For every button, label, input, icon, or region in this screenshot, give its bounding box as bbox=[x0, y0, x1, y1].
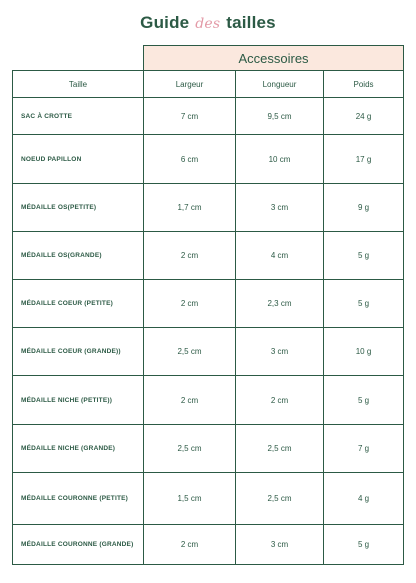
cell-name: MÉDAILLE COURONNE (GRANDE) bbox=[13, 525, 144, 565]
cell-largeur: 6 cm bbox=[144, 135, 236, 184]
cell-name: MÉDAILLE NICHE (PETITE)) bbox=[13, 376, 144, 425]
cell-poids: 17 g bbox=[324, 135, 404, 184]
column-header-largeur: Largeur bbox=[144, 71, 236, 98]
cell-longueur: 2 cm bbox=[236, 376, 324, 425]
table-row bbox=[13, 232, 404, 280]
cell-largeur: 2 cm bbox=[144, 376, 236, 425]
table-row bbox=[13, 280, 404, 328]
column-header-longueur: Longueur bbox=[236, 71, 324, 98]
cell-largeur: 2 cm bbox=[144, 280, 236, 328]
cell-longueur: 4 cm bbox=[236, 232, 324, 280]
column-header-poids: Poids bbox=[324, 71, 404, 98]
cell-largeur: 2,5 cm bbox=[144, 425, 236, 473]
cell-longueur: 2,5 cm bbox=[236, 473, 324, 525]
page-title bbox=[0, 13, 416, 33]
cell-poids: 5 g bbox=[324, 376, 404, 425]
table-row bbox=[13, 98, 404, 135]
cell-poids: 5 g bbox=[324, 232, 404, 280]
cell-poids: 10 g bbox=[324, 328, 404, 376]
cell-longueur: 2,3 cm bbox=[236, 280, 324, 328]
cell-name: MÉDAILLE OS(GRANDE) bbox=[13, 232, 144, 280]
cell-largeur: 2,5 cm bbox=[144, 328, 236, 376]
cell-name: NOEUD PAPILLON bbox=[13, 135, 144, 184]
cell-name: MÉDAILLE NICHE (GRANDE) bbox=[13, 425, 144, 473]
cell-largeur: 1,7 cm bbox=[144, 184, 236, 232]
cell-poids: 24 g bbox=[324, 98, 404, 135]
cell-longueur: 10 cm bbox=[236, 135, 324, 184]
title-part-3: tailles bbox=[226, 13, 276, 32]
column-header-taille: Taille bbox=[13, 71, 144, 98]
cell-poids: 5 g bbox=[324, 525, 404, 565]
cell-longueur: 3 cm bbox=[236, 328, 324, 376]
cell-name: MÉDAILLE COEUR (PETITE) bbox=[13, 280, 144, 328]
table-row bbox=[13, 328, 404, 376]
cell-name: MÉDAILLE OS(PETITE) bbox=[13, 184, 144, 232]
table-row bbox=[13, 525, 404, 565]
cell-longueur: 2,5 cm bbox=[236, 425, 324, 473]
size-guide-table bbox=[12, 45, 404, 565]
cell-name: MÉDAILLE COURONNE (PETITE) bbox=[13, 473, 144, 525]
group-header-accessoires: Accessoires bbox=[144, 46, 404, 71]
cell-name: MÉDAILLE COEUR (GRANDE)) bbox=[13, 328, 144, 376]
cell-longueur: 3 cm bbox=[236, 525, 324, 565]
cell-longueur: 9,5 cm bbox=[236, 98, 324, 135]
cell-poids: 7 g bbox=[324, 425, 404, 473]
cell-poids: 9 g bbox=[324, 184, 404, 232]
cell-largeur: 1,5 cm bbox=[144, 473, 236, 525]
table-row bbox=[13, 376, 404, 425]
cell-largeur: 2 cm bbox=[144, 525, 236, 565]
cell-largeur: 2 cm bbox=[144, 232, 236, 280]
cell-poids: 4 g bbox=[324, 473, 404, 525]
blank-corner bbox=[13, 46, 144, 71]
table-row bbox=[13, 425, 404, 473]
table-row bbox=[13, 135, 404, 184]
table-row bbox=[13, 473, 404, 525]
cell-poids: 5 g bbox=[324, 280, 404, 328]
cell-largeur: 7 cm bbox=[144, 98, 236, 135]
table-row bbox=[13, 184, 404, 232]
title-part-2: des bbox=[195, 16, 221, 32]
title-part-1: Guide bbox=[140, 13, 190, 32]
cell-name: SAC À CROTTE bbox=[13, 98, 144, 135]
cell-longueur: 3 cm bbox=[236, 184, 324, 232]
